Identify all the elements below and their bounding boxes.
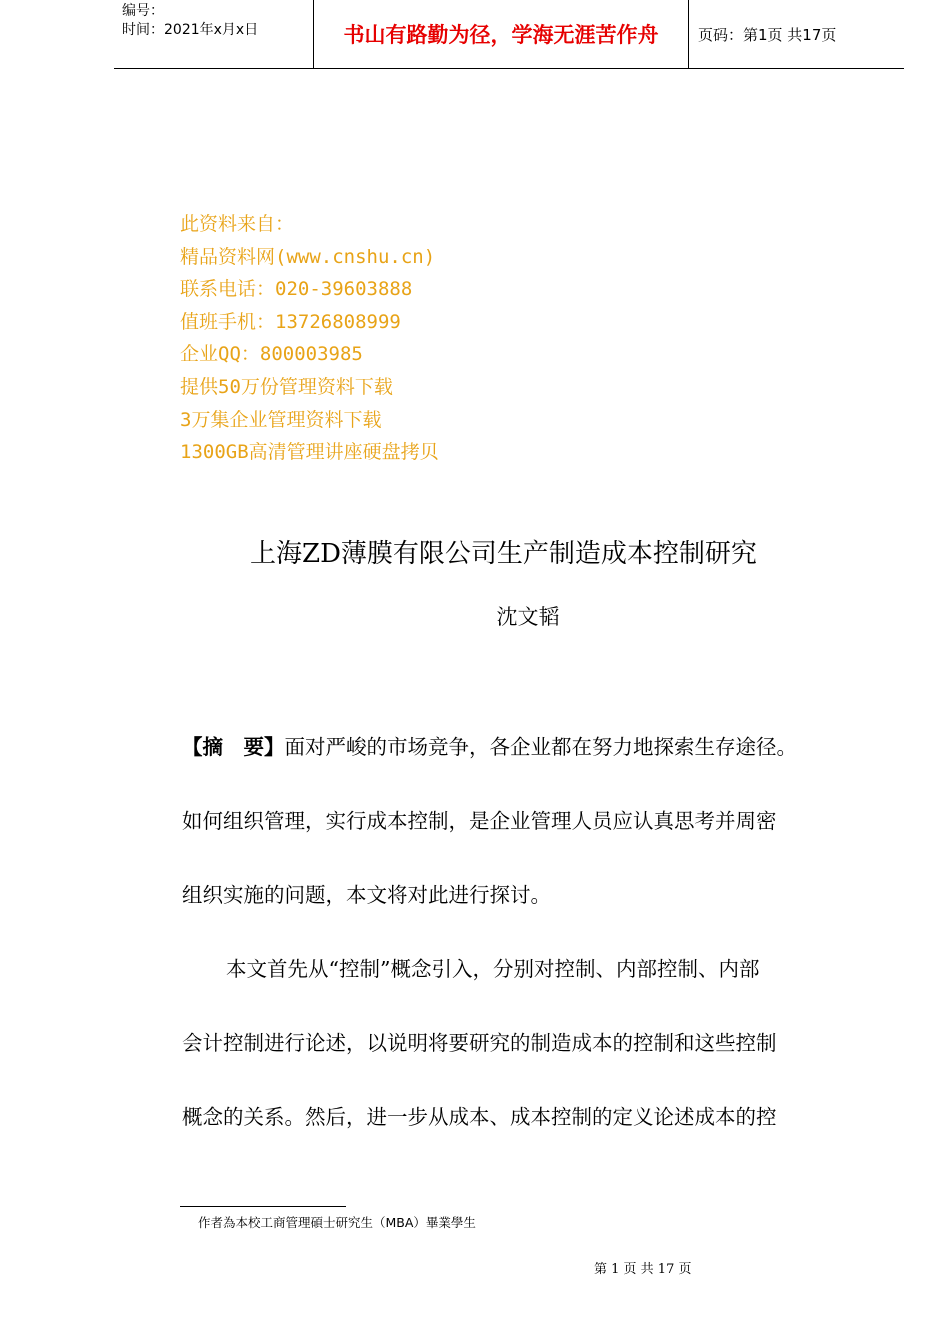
- abstract-body: [182, 727, 842, 1171]
- footnote-divider: [180, 1206, 346, 1207]
- footnote: 作者為本校工商管理碩士研究生（MBA）畢業學生: [198, 1215, 476, 1230]
- header-motto: 书山有路勤为径，学海无涯苦作舟: [314, 0, 689, 68]
- promo-line: 值班手机：13726808999: [180, 310, 401, 333]
- abstract-line: 如何组织管理，实行成本控制，是企业管理人员应认真思考并周密: [182, 809, 777, 833]
- page-header: [114, 0, 904, 69]
- promo-line: 精品资料网(www.cnshu.cn): [180, 245, 436, 268]
- promo-line: 3万集企业管理资料下载: [180, 408, 382, 431]
- header-meta: [114, 0, 314, 68]
- document-title: 上海ZD薄膜有限公司生产制造成本控制研究: [250, 539, 757, 569]
- paragraph-line: 概念的关系。然后，进一步从成本、成本控制的定义论述成本的控: [182, 1105, 777, 1129]
- promo-line: 1300GB高清管理讲座硬盘拷贝: [180, 441, 439, 464]
- promo-block: [180, 208, 439, 469]
- paragraph-line: 本文首先从“控制”概念引入，分别对控制、内部控制、内部: [226, 957, 760, 981]
- promo-line: 联系电话：020-39603888: [180, 278, 413, 301]
- promo-line: 提供50万份管理资料下载: [180, 375, 393, 398]
- promo-line: 企业QQ：800003985: [180, 343, 363, 366]
- abstract-text: 面对严峻的市场竞争，各企业都在努力地探索生存途径。: [284, 735, 797, 759]
- header-page-info: 页码：第1页 共17页: [698, 25, 837, 44]
- abstract-label: 【摘 要】: [182, 735, 285, 759]
- paragraph-line: 会计控制进行论述，以说明将要研究的制造成本的控制和这些控制: [182, 1031, 777, 1055]
- page-footer: 第 1 页 共 17 页: [594, 1262, 692, 1277]
- promo-line: 此资料来自：: [180, 213, 295, 235]
- document-author: 沈文韬: [496, 605, 560, 629]
- abstract-line: 组织实施的问题，本文将对此进行探讨。: [182, 883, 551, 907]
- document-number-label: 编号：: [122, 3, 164, 19]
- document-time-label: 时间：2021年x月x日: [122, 22, 259, 38]
- abstract-line: [182, 727, 842, 801]
